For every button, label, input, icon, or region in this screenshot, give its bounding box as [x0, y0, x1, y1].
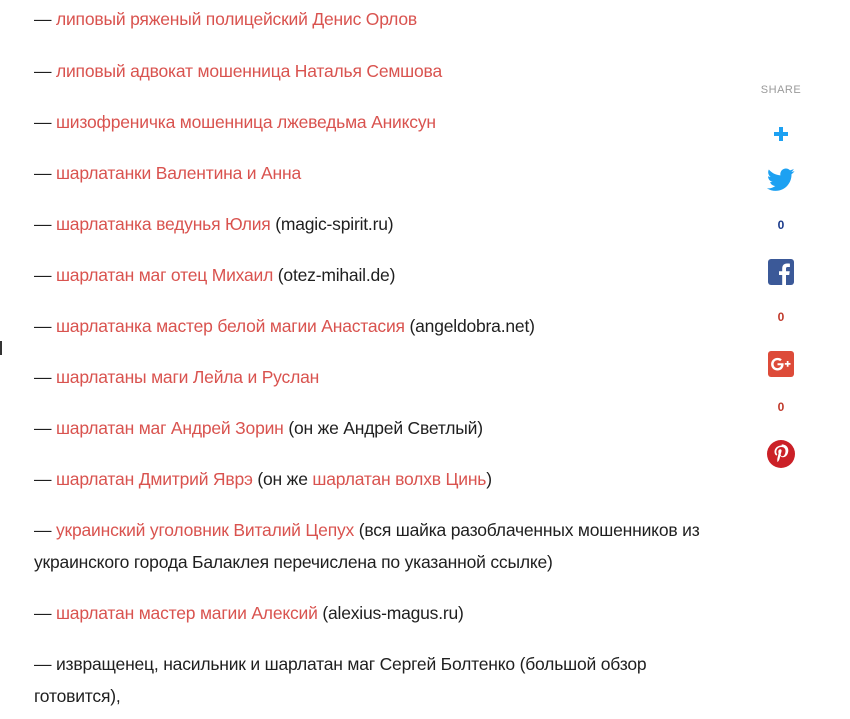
list-text: (он же	[252, 469, 313, 489]
facebook-share-count: 0	[777, 310, 785, 324]
list-text: (alexius-magus.ru)	[317, 603, 464, 623]
dash: —	[34, 367, 56, 387]
list-text: (angeldobra.net)	[404, 316, 535, 336]
list-link[interactable]: липовый адвокат мошенница Наталья Семшова	[55, 61, 442, 81]
list-text: (magic-spirit.ru)	[270, 214, 394, 234]
list-text: )	[486, 469, 492, 489]
dash: —	[34, 520, 56, 540]
list-link[interactable]: шарлатан маг отец Михаил	[55, 265, 274, 285]
list-link[interactable]: шарлатаны маги Лейла и Руслан	[55, 367, 320, 387]
dash: —	[34, 61, 56, 81]
dash: —	[34, 265, 56, 285]
pinterest-share-button[interactable]	[767, 440, 795, 468]
list-link[interactable]: шарлатанки Валентина и Анна	[55, 163, 301, 183]
list-text: извращенец, насильник и шарлатан маг Сергей Болтенко (большой обзор готовится),	[34, 654, 647, 706]
share-more-button[interactable]	[767, 120, 795, 148]
list-item	[34, 463, 734, 495]
list-item	[34, 597, 734, 629]
dash: —	[34, 654, 56, 674]
dash: —	[34, 469, 56, 489]
list-item	[34, 259, 734, 291]
dash: —	[34, 112, 56, 132]
dash: —	[34, 214, 56, 234]
list-item	[34, 3, 734, 35]
dash: —	[34, 418, 56, 438]
share-label: SHARE	[760, 84, 802, 96]
google-plus-icon	[768, 351, 794, 377]
google-plus-share-button[interactable]	[767, 350, 795, 378]
page-edge-marker	[0, 341, 2, 355]
list-link[interactable]: липовый ряженый полицейский Денис Орлов	[55, 9, 417, 29]
list-item	[34, 412, 734, 444]
twitter-share-button[interactable]	[767, 166, 795, 194]
list-link[interactable]: шизофреничка мошенница лжеведьма Аниксун	[55, 112, 436, 132]
plus-icon	[773, 126, 789, 142]
dash: —	[34, 603, 56, 623]
list-item	[34, 310, 734, 342]
list-link[interactable]: шарлатанка ведунья Юлия	[55, 214, 271, 234]
list-item	[34, 106, 734, 138]
list-item	[34, 648, 674, 712]
list-link[interactable]: шарлатанка мастер белой магии Анастасия	[55, 316, 405, 336]
facebook-share-button[interactable]	[767, 258, 795, 286]
list-item	[34, 208, 734, 240]
list-text: (он же Андрей Светлый)	[283, 418, 483, 438]
list-link[interactable]: шарлатан Дмитрий Яврэ	[55, 469, 253, 489]
dash: —	[34, 163, 56, 183]
twitter-icon	[767, 168, 795, 192]
pinterest-icon	[767, 440, 795, 468]
list-link[interactable]: шарлатан волхв Цинь	[312, 469, 487, 489]
list-item	[34, 361, 734, 393]
dash: —	[34, 316, 56, 336]
list-link[interactable]: шарлатан маг Андрей Зорин	[55, 418, 284, 438]
list-text: (otez-mihail.de)	[273, 265, 396, 285]
list-item	[34, 514, 734, 578]
twitter-share-count: 0	[777, 218, 785, 232]
google-plus-share-count: 0	[777, 400, 785, 414]
list-link[interactable]: украинский уголовник Виталий Цепух	[55, 520, 355, 540]
list-item	[34, 55, 734, 87]
list-link[interactable]: шарлатан мастер магии Алексий	[55, 603, 318, 623]
list-item	[34, 157, 734, 189]
facebook-icon	[768, 259, 794, 285]
dash: —	[34, 9, 56, 29]
list-text: (вся шайка разоблаченных мошенников из украинского города Балаклея перечислена по указанной ссылке)	[34, 520, 700, 572]
